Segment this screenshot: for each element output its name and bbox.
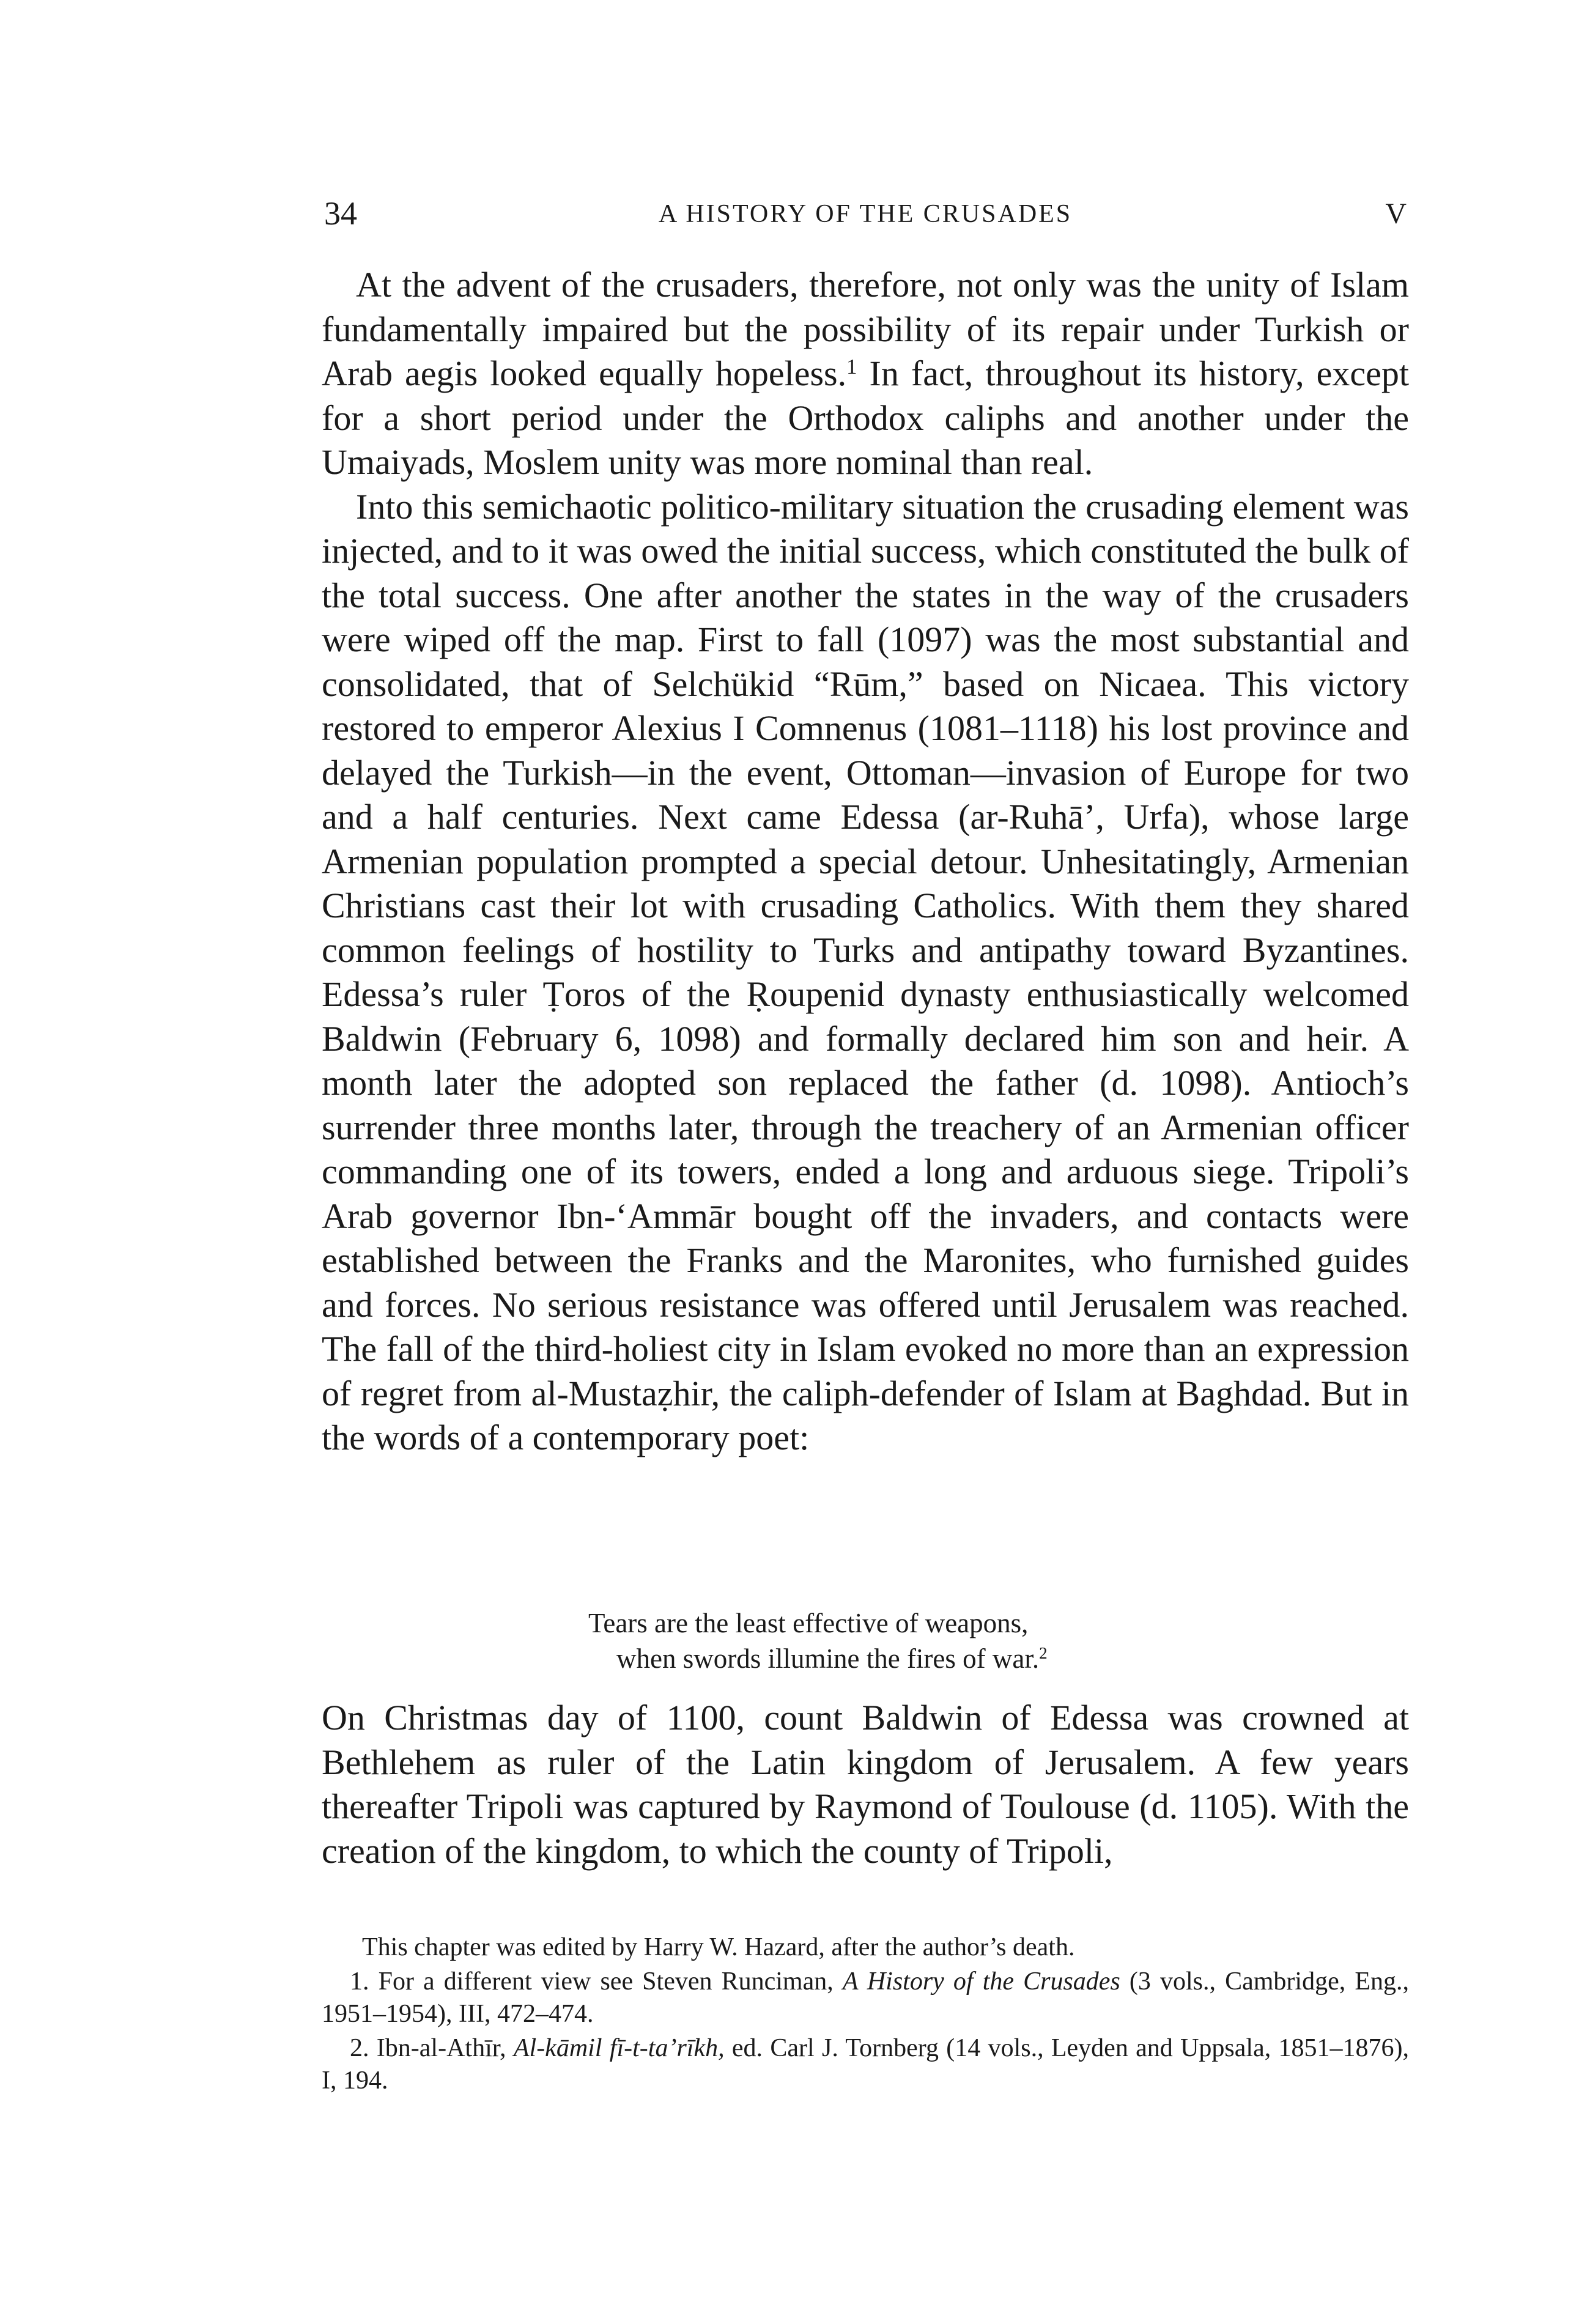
footnote-1-post: (3 vols., Cambridge, Eng., 1951–1954), III, 472–474. xyxy=(322,1967,1409,2028)
footnote-1-title: A History of the Crusades xyxy=(842,1967,1120,1996)
running-title: A HISTORY OF THE CRUSADES xyxy=(658,200,1073,228)
part-number: V xyxy=(1385,198,1407,230)
footnote-2 xyxy=(322,2032,1409,2097)
footnote-1 xyxy=(322,1966,1409,2030)
footnote-1-pre: 1. For a different view see Steven Runciman, xyxy=(350,1967,843,1996)
editor-note: This chapter was edited by Harry W. Hazard, after the author’s death. xyxy=(362,1933,1075,1961)
footnote-2-pre: 2. Ibn-al-Athīr, xyxy=(350,2034,514,2062)
running-head xyxy=(324,194,1407,237)
footnote-ref-1: 1 xyxy=(846,354,857,379)
poem-line-2-text: when swords illumine the fires of war. xyxy=(616,1643,1040,1674)
footnote-2-post: ed. Carl J. Tornberg (14 vols., Leyden and Uppsala, 1851–1876), I, 194. xyxy=(322,2034,1410,2095)
paragraph-1-continuation: In fact, throughout its history, except for a short period under the Orthodox caliphs and another under the Umaiyads, Moslem unity was more nominal than real. xyxy=(322,353,1409,482)
after-poem-text xyxy=(322,1696,1409,1873)
paragraph-1 xyxy=(322,263,1409,485)
paragraph-2: Into this semichaotic politico-military situation the crusading element was injected, and to it was owed the initial success, which constituted the bulk of the total success. One after another the states in the way of the crusaders were wiped off the map. First to fall (1097) was the most substantial and consolidated, that of Selchükid “Rūm,” based on Nicaea. This victory restored to emperor Alexius I Comnenus (1081–1118) his lost province and delayed the Turkish—in the event, Ottoman—invasion of Europe for two and a half centuries. Next came Edessa (ar-Ruhā’, Urfa), whose large Armenian population prompted a special detour. Unhesitatingly, Armenian Christians cast their lot with crusading Catholics. With them they shared common feelings of hostility to Turks and antipathy toward Byzantines. Edessa’s ruler Ṭoros of the Ṛoupenid dynasty enthusiastically welcomed Baldwin (February 6, 1098) and formally declared him son and heir. A month later the adopted son replaced the father (d. 1098). Antioch’s surrender three months later, through the treachery of an Armenian officer commanding one of its towers, ended a long and arduous siege. Tripoli’s Arab governor Ibn-‘Ammār bought off the invaders, and contacts were established between the Franks and the Maronites, who furnished guides and forces. No serious resistance was offered until Jerusalem was reached. The fall of the third-holiest city in Islam evoked no more than an expression of regret from al-Mustaẓhir, the caliph-defender of Islam at Baghdad. But in the words of a contemporary poet: xyxy=(322,486,1409,1457)
footnote-2-title: Al-kāmil fī-t-ta’rīkh, xyxy=(513,2034,725,2062)
page-number: 34 xyxy=(324,195,357,232)
poem-line-1: Tears are the least effective of weapons, xyxy=(588,1608,1029,1638)
paragraph-3: On Christmas day of 1100, count Baldwin of Edessa was crowned at Bethlehem as ruler of the Latin kingdom of Jerusalem. A few years thereafter Tripoli was captured by Raymond of Toulouse (d. 1105). With the creation of the kingdom, to which the county of Tripoli, xyxy=(322,1698,1409,1871)
poem-quote xyxy=(588,1605,1048,1676)
main-text xyxy=(322,263,1409,1460)
poem-line-2 xyxy=(588,1641,1048,1676)
footnote-ref-2: 2 xyxy=(1039,1644,1048,1663)
footnotes xyxy=(322,1931,1409,2099)
paragraph-1-text: At the advent of the crusaders, therefore, not only was the unity of Islam fundamentally impaired but the possibility of its repair under Turkish or Arab aegis looked equally hopeless. xyxy=(322,265,1409,393)
